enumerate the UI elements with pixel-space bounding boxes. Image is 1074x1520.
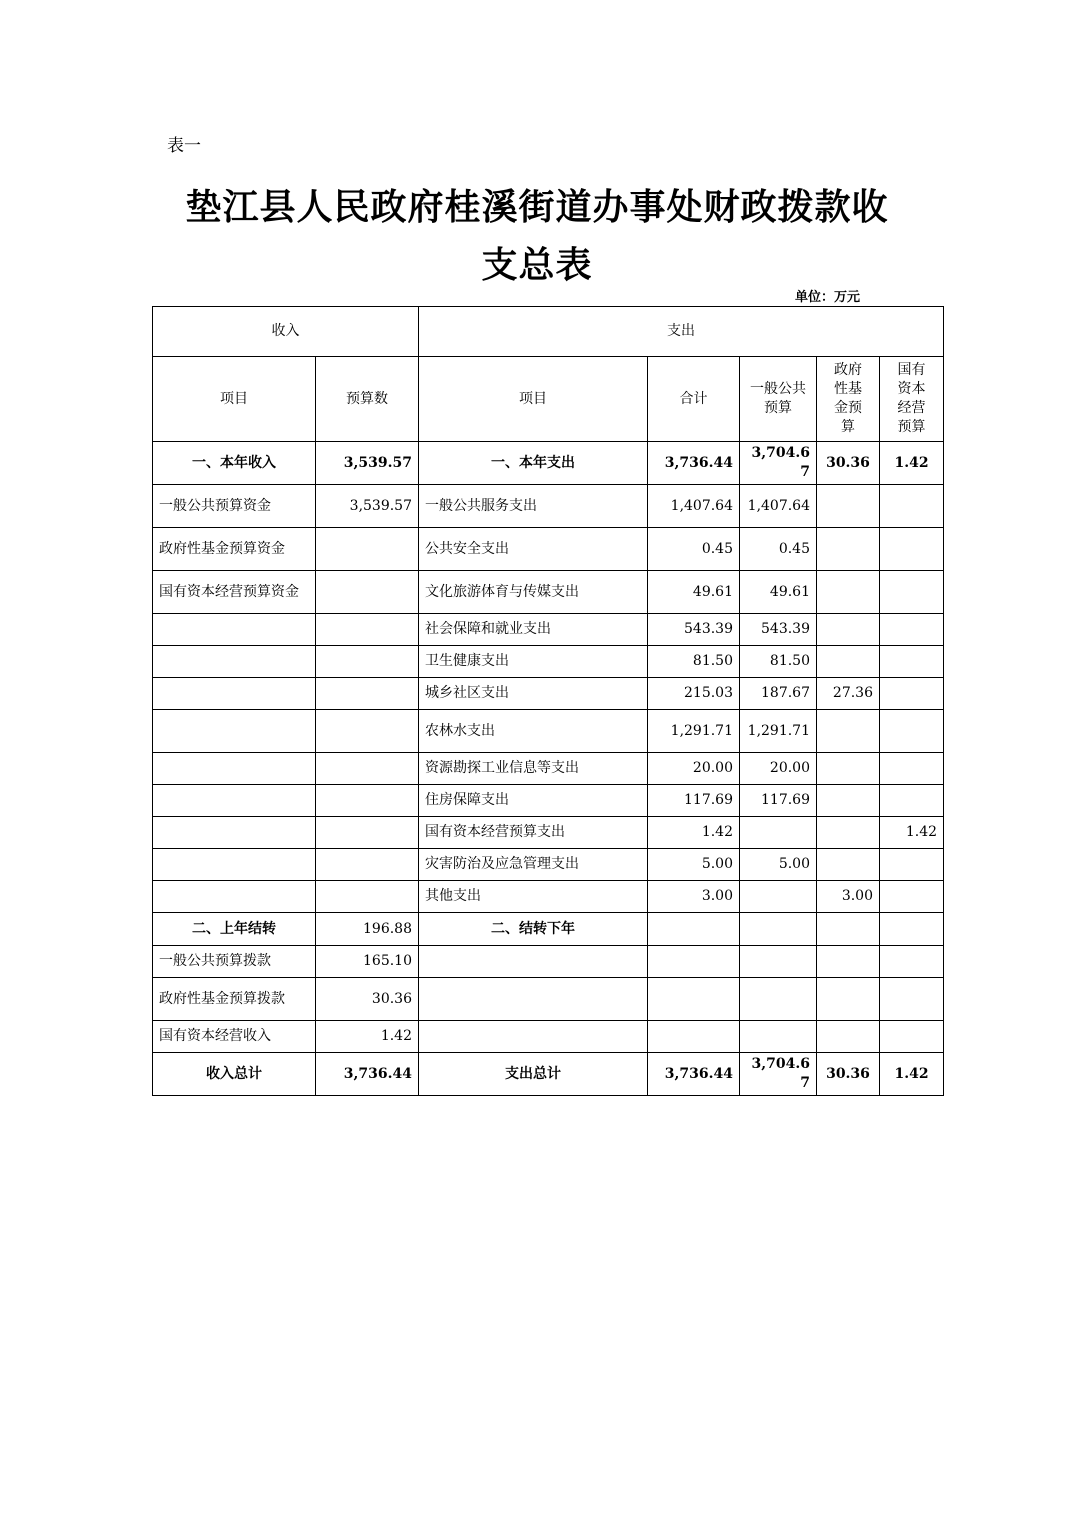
- income-item-cell: [153, 881, 316, 913]
- income-item-cell: 国有资本经营收入: [153, 1021, 316, 1053]
- general-budget-cell: 5.00: [740, 849, 817, 881]
- general-budget-cell: 3,704.67: [740, 442, 817, 485]
- state-capital-cell: [880, 678, 944, 710]
- title-text: 垫江县人民政府桂溪街道办事处财政拨款收支总表: [185, 186, 889, 286]
- state-capital-cell: [880, 646, 944, 678]
- table-row: [153, 978, 944, 1021]
- state-capital-cell: [880, 913, 944, 946]
- header-row-2: [153, 357, 944, 442]
- state-capital-cell: [880, 978, 944, 1021]
- fund-budget-cell: [817, 753, 880, 785]
- total-cell: [648, 1021, 740, 1053]
- state-capital-cell: [880, 753, 944, 785]
- general-budget-cell: 0.45: [740, 528, 817, 571]
- header-state-text: 国有资本经营预算: [897, 362, 926, 435]
- state-capital-cell: [880, 710, 944, 753]
- expense-item-cell: [419, 978, 648, 1021]
- document-title: [150, 178, 924, 294]
- table-row: [153, 710, 944, 753]
- table-row: [153, 442, 944, 485]
- fund-budget-cell: 3.00: [817, 881, 880, 913]
- income-item-cell: [153, 710, 316, 753]
- table-row: [153, 528, 944, 571]
- table-row: [153, 849, 944, 881]
- expense-item-cell: 公共安全支出: [419, 528, 648, 571]
- header-budget: 预算数: [316, 357, 419, 442]
- income-item-cell: [153, 678, 316, 710]
- header-row-1: [153, 307, 944, 357]
- income-item-cell: [153, 753, 316, 785]
- table-label: 表一: [167, 136, 201, 156]
- expense-item-cell: 灾害防治及应急管理支出: [419, 849, 648, 881]
- state-capital-cell: [880, 614, 944, 646]
- total-cell: 1,291.71: [648, 710, 740, 753]
- income-value-cell: [316, 614, 419, 646]
- income-value-cell: [316, 753, 419, 785]
- general-budget-cell: [740, 881, 817, 913]
- general-budget-cell: [740, 913, 817, 946]
- income-value-cell: 30.36: [316, 978, 419, 1021]
- income-value-cell: 1.42: [316, 1021, 419, 1053]
- general-budget-cell: [740, 946, 817, 978]
- state-capital-cell: 1.42: [880, 817, 944, 849]
- general-budget-cell: [740, 817, 817, 849]
- expense-item-cell: 支出总计: [419, 1053, 648, 1096]
- state-capital-cell: [880, 571, 944, 614]
- income-value-cell: [316, 817, 419, 849]
- expense-item-cell: 一般公共服务支出: [419, 485, 648, 528]
- fund-budget-cell: [817, 646, 880, 678]
- state-capital-cell: [880, 946, 944, 978]
- total-cell: 0.45: [648, 528, 740, 571]
- total-cell: 543.39: [648, 614, 740, 646]
- table-row: [153, 881, 944, 913]
- header-expense: 支出: [419, 307, 944, 357]
- state-capital-cell: [880, 485, 944, 528]
- expense-item-cell: 资源勘探工业信息等支出: [419, 753, 648, 785]
- fund-budget-cell: [817, 785, 880, 817]
- income-item-cell: [153, 646, 316, 678]
- table-row: [153, 571, 944, 614]
- header-fund: [817, 357, 880, 442]
- total-cell: 49.61: [648, 571, 740, 614]
- state-capital-cell: [880, 881, 944, 913]
- total-cell: 5.00: [648, 849, 740, 881]
- income-value-cell: [316, 849, 419, 881]
- total-cell: 117.69: [648, 785, 740, 817]
- income-value-cell: 3,539.57: [316, 442, 419, 485]
- income-item-cell: 国有资本经营预算资金: [153, 571, 316, 614]
- income-value-cell: 3,736.44: [316, 1053, 419, 1096]
- fund-budget-cell: [817, 913, 880, 946]
- income-item-cell: [153, 849, 316, 881]
- state-capital-cell: [880, 849, 944, 881]
- general-budget-cell: 117.69: [740, 785, 817, 817]
- general-budget-cell: 49.61: [740, 571, 817, 614]
- income-item-cell: [153, 614, 316, 646]
- header-general-text: 一般公共预算: [750, 381, 806, 416]
- income-value-cell: [316, 785, 419, 817]
- fund-budget-cell: [817, 978, 880, 1021]
- total-cell: [648, 978, 740, 1021]
- fund-budget-cell: [817, 485, 880, 528]
- header-general: [740, 357, 817, 442]
- table-row: [153, 614, 944, 646]
- general-budget-cell: 20.00: [740, 753, 817, 785]
- general-budget-cell: [740, 1021, 817, 1053]
- income-item-cell: 政府性基金预算资金: [153, 528, 316, 571]
- general-budget-cell: [740, 978, 817, 1021]
- header-total: 合计: [648, 357, 740, 442]
- total-cell: 1.42: [648, 817, 740, 849]
- income-item-cell: [153, 785, 316, 817]
- table-body: [153, 442, 944, 1096]
- fund-budget-cell: [817, 1021, 880, 1053]
- general-budget-cell: 543.39: [740, 614, 817, 646]
- total-cell: 3,736.44: [648, 442, 740, 485]
- header-income-item: 项目: [153, 357, 316, 442]
- expense-item-cell: 国有资本经营预算支出: [419, 817, 648, 849]
- income-value-cell: [316, 678, 419, 710]
- expense-item-cell: 二、结转下年: [419, 913, 648, 946]
- income-value-cell: [316, 710, 419, 753]
- income-item-cell: 一般公共预算资金: [153, 485, 316, 528]
- expense-item-cell: 文化旅游体育与传媒支出: [419, 571, 648, 614]
- income-item-cell: 一般公共预算拨款: [153, 946, 316, 978]
- header-expense-item: 项目: [419, 357, 648, 442]
- income-value-cell: [316, 881, 419, 913]
- state-capital-cell: [880, 528, 944, 571]
- income-value-cell: 3,539.57: [316, 485, 419, 528]
- income-item-cell: 二、上年结转: [153, 913, 316, 946]
- budget-table: [152, 306, 944, 1096]
- table-row: [153, 913, 944, 946]
- state-capital-cell: 1.42: [880, 1053, 944, 1096]
- total-cell: 1,407.64: [648, 485, 740, 528]
- header-fund-text: 政府性基金预算: [833, 362, 862, 435]
- total-cell: [648, 946, 740, 978]
- fund-budget-cell: 27.36: [817, 678, 880, 710]
- expense-item-cell: 城乡社区支出: [419, 678, 648, 710]
- table-row: [153, 785, 944, 817]
- expense-item-cell: 住房保障支出: [419, 785, 648, 817]
- table-row: [153, 485, 944, 528]
- table-row: [153, 646, 944, 678]
- header-income: 收入: [153, 307, 419, 357]
- total-cell: 81.50: [648, 646, 740, 678]
- fund-budget-cell: [817, 946, 880, 978]
- expense-item-cell: 卫生健康支出: [419, 646, 648, 678]
- income-item-cell: 收入总计: [153, 1053, 316, 1096]
- general-budget-cell: 187.67: [740, 678, 817, 710]
- general-budget-cell: 3,704.67: [740, 1053, 817, 1096]
- expense-item-cell: [419, 1021, 648, 1053]
- fund-budget-cell: 30.36: [817, 1053, 880, 1096]
- fund-budget-cell: [817, 528, 880, 571]
- income-item-cell: 一、本年收入: [153, 442, 316, 485]
- total-cell: 20.00: [648, 753, 740, 785]
- total-cell: 3.00: [648, 881, 740, 913]
- expense-item-cell: 其他支出: [419, 881, 648, 913]
- fund-budget-cell: 30.36: [817, 442, 880, 485]
- state-capital-cell: [880, 785, 944, 817]
- income-value-cell: [316, 528, 419, 571]
- expense-item-cell: 农林水支出: [419, 710, 648, 753]
- general-budget-cell: 1,407.64: [740, 485, 817, 528]
- fund-budget-cell: [817, 849, 880, 881]
- total-cell: [648, 913, 740, 946]
- table-row: [153, 1021, 944, 1053]
- header-state: [880, 357, 944, 442]
- state-capital-cell: 1.42: [880, 442, 944, 485]
- income-value-cell: 196.88: [316, 913, 419, 946]
- income-item-cell: 政府性基金预算拨款: [153, 978, 316, 1021]
- expense-item-cell: 一、本年支出: [419, 442, 648, 485]
- fund-budget-cell: [817, 817, 880, 849]
- fund-budget-cell: [817, 614, 880, 646]
- table-row: [153, 817, 944, 849]
- total-cell: 3,736.44: [648, 1053, 740, 1096]
- table-row: [153, 678, 944, 710]
- total-cell: 215.03: [648, 678, 740, 710]
- table-row: [153, 1053, 944, 1096]
- table-row: [153, 753, 944, 785]
- expense-item-cell: [419, 946, 648, 978]
- table-row: [153, 946, 944, 978]
- general-budget-cell: 1,291.71: [740, 710, 817, 753]
- income-value-cell: [316, 646, 419, 678]
- income-item-cell: [153, 817, 316, 849]
- income-value-cell: [316, 571, 419, 614]
- state-capital-cell: [880, 1021, 944, 1053]
- unit-label: 单位：万元: [795, 290, 861, 305]
- fund-budget-cell: [817, 571, 880, 614]
- expense-item-cell: 社会保障和就业支出: [419, 614, 648, 646]
- general-budget-cell: 81.50: [740, 646, 817, 678]
- fund-budget-cell: [817, 710, 880, 753]
- income-value-cell: 165.10: [316, 946, 419, 978]
